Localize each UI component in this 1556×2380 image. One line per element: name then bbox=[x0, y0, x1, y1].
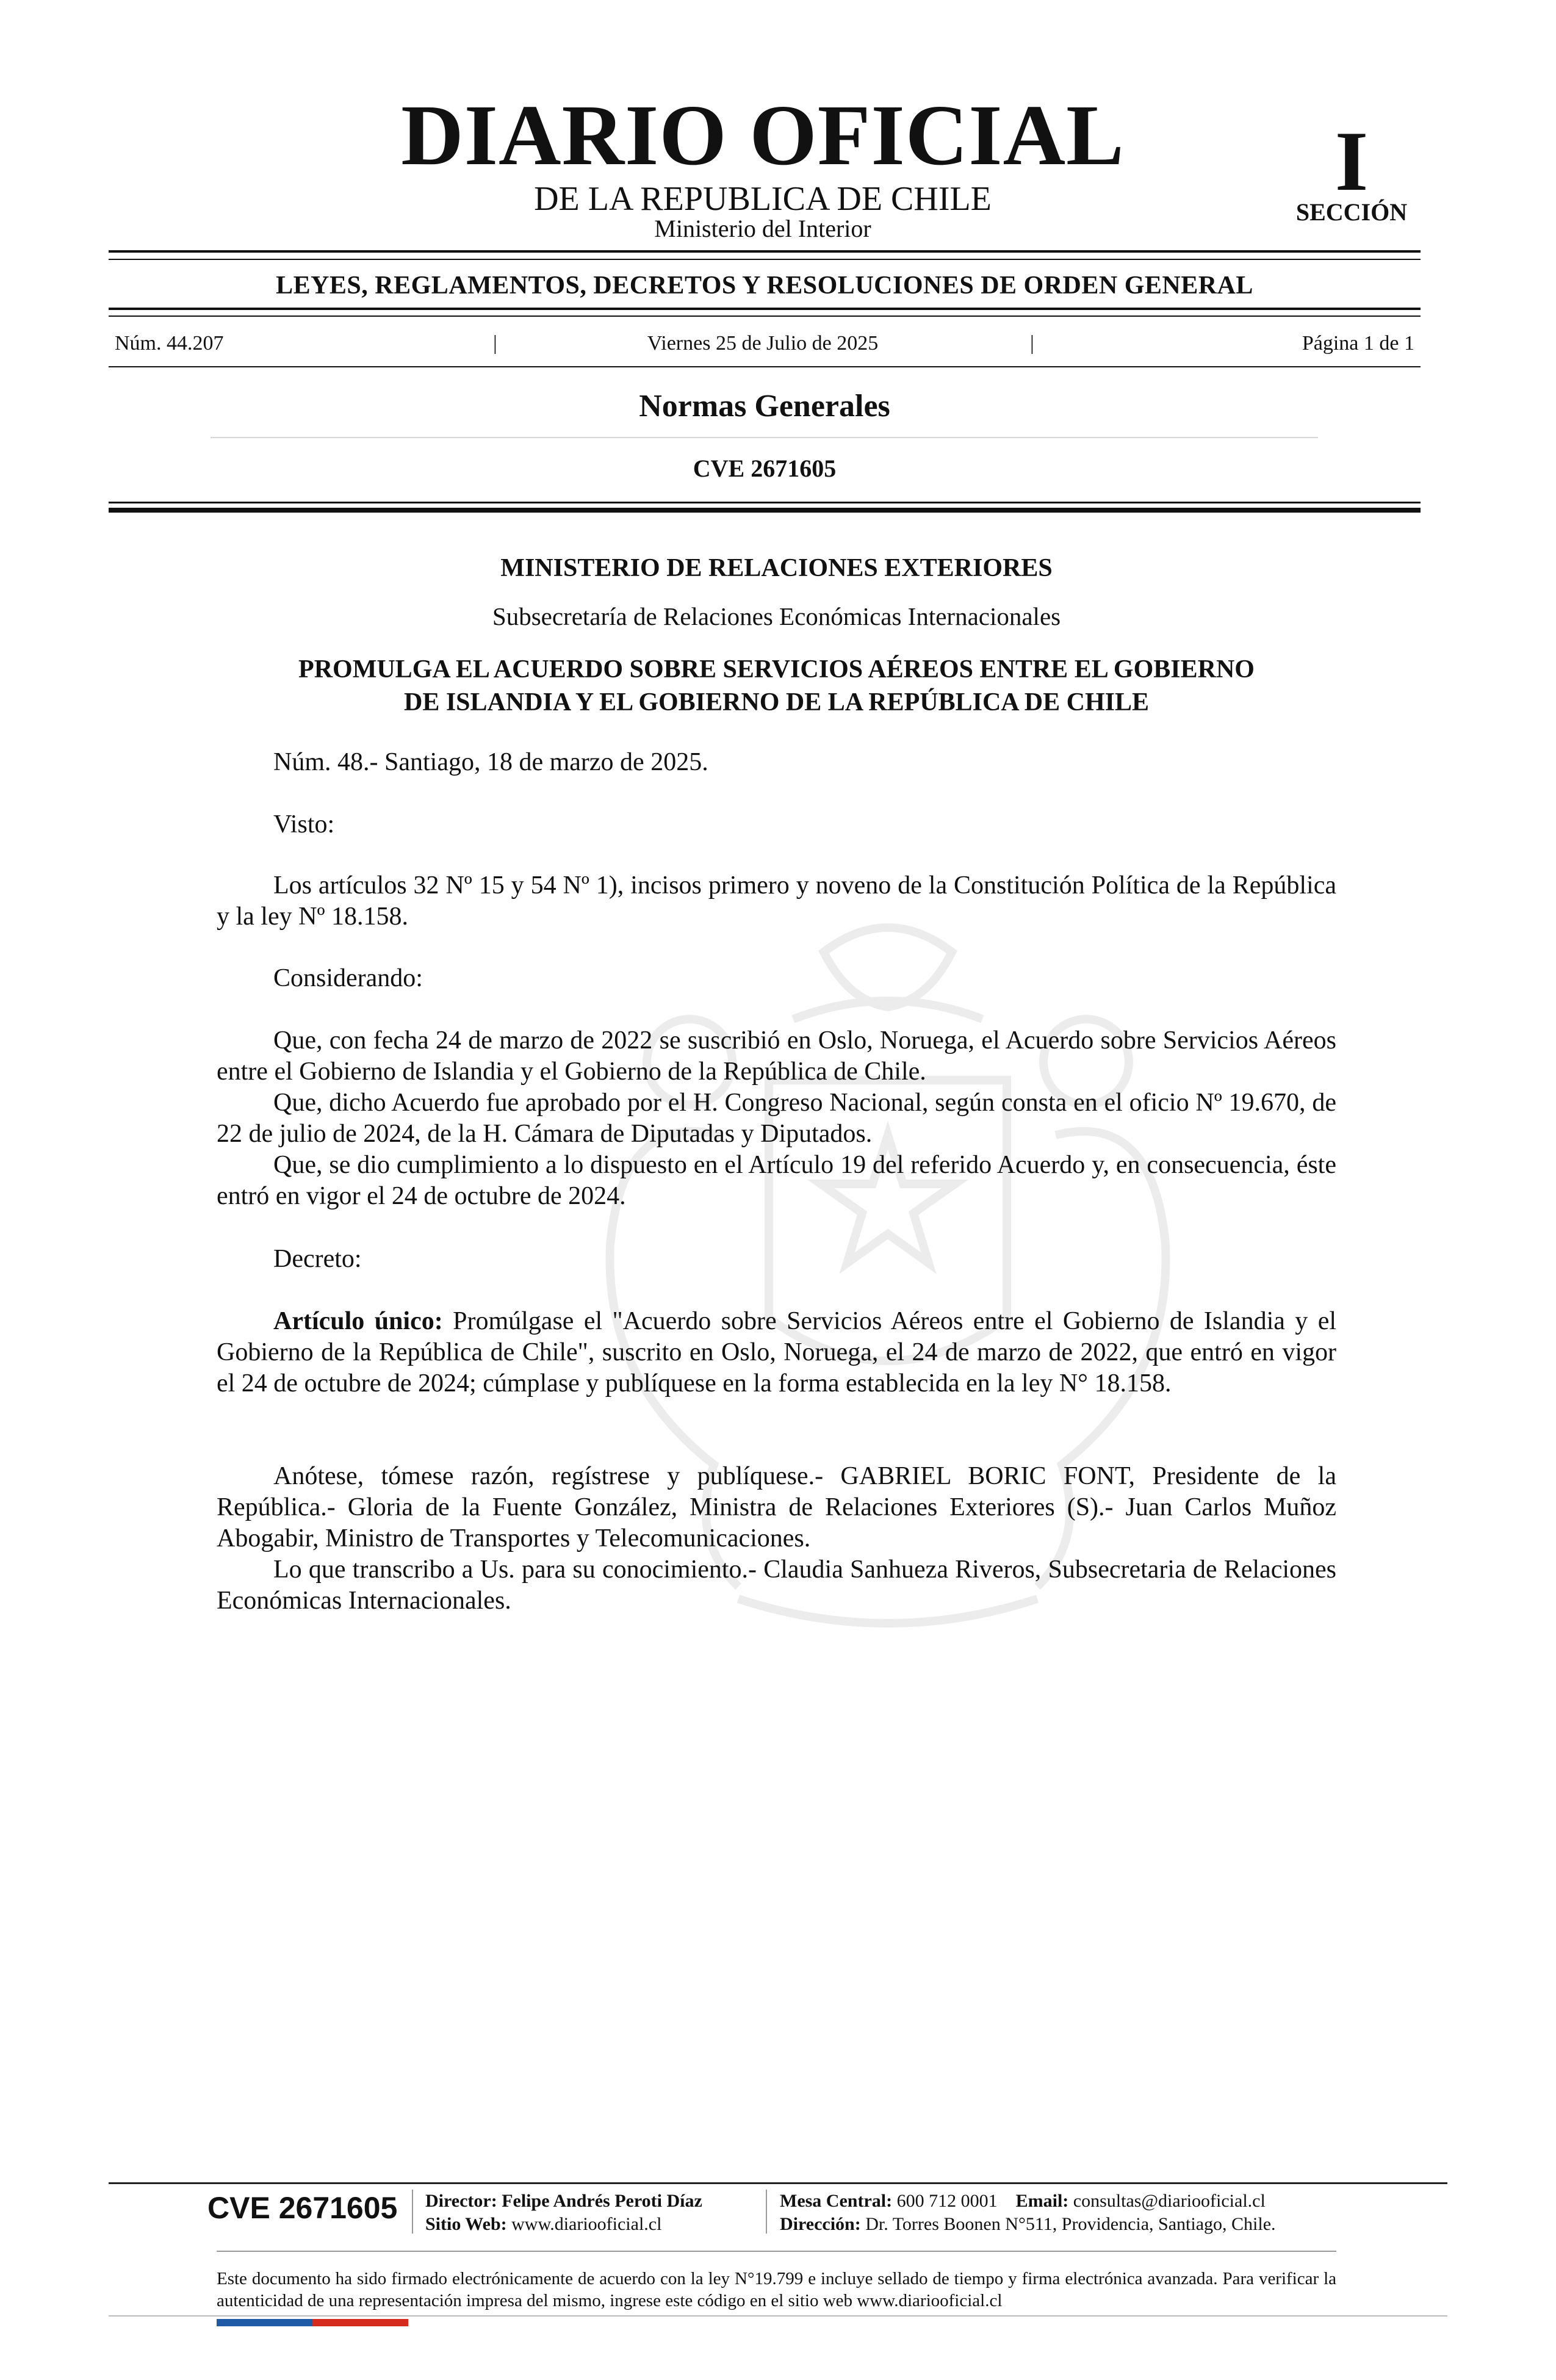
footer-website bbox=[425, 2213, 661, 2236]
issue-date: Viernes 25 de Julio de 2025 bbox=[647, 332, 879, 355]
website-link[interactable]: www.diariooficial.cl bbox=[511, 2214, 662, 2234]
mesa-label: Mesa Central: bbox=[780, 2191, 893, 2211]
considerando-paragraph: Que, se dio cumplimiento a lo dispuesto en el Artículo 19 del referido Acuerdo y, en consecuencia, éste entró en vigor el 24 de octubre de 2024. bbox=[217, 1151, 1336, 1210]
flag-stripe-blue bbox=[217, 2319, 312, 2326]
masthead-ministry: Ministerio del Interior bbox=[654, 215, 871, 242]
mesa-value: 600 712 0001 bbox=[896, 2191, 998, 2211]
considerando-paragraph: Que, dicho Acuerdo fue aprobado por el H. Congreso Nacional, según consta en el oficio Nº 19.670, de 22 de julio de 2024, de la H. Cámara de Diputadas y Diputados. bbox=[217, 1089, 1336, 1148]
band-rule-thin bbox=[109, 316, 1421, 317]
flag-stripe-red bbox=[312, 2319, 408, 2326]
footer-divider bbox=[412, 2190, 413, 2234]
director-value: Felipe Andrés Peroti Díaz bbox=[502, 2191, 702, 2211]
considerando-paragraph: Que, con fecha 24 de marzo de 2022 se suscribió en Oslo, Noruega, el Acuerdo sobre Servicios Aéreos entre el Gobierno de Islandia y el Gobierno de la República de Chile. bbox=[217, 1026, 1336, 1086]
articulo-label: Artículo único: bbox=[273, 1307, 443, 1335]
header-rule bbox=[109, 250, 1421, 253]
page-indicator: Página 1 de 1 bbox=[1302, 332, 1414, 355]
document-title bbox=[217, 653, 1336, 719]
signatures-paragraph: Anótese, tómese razón, regístrese y publíquese.- GABRIEL BORIC FONT, Presidente de la República.- Gloria de la Fuente González, Ministra de Relaciones Exteriores (S).- Juan Carlos Muñoz Abogabir, Ministro de Transportes y Telecomunicaciones. bbox=[217, 1462, 1336, 1552]
band-rule bbox=[109, 308, 1421, 310]
articulo-text: Promúlgase el "Acuerdo sobre Servicios Aéreos entre el Gobierno de Islandia y el Gobierno de la República de Chile", suscrito en Oslo, Noruega, el 24 de marzo de 2022, que entró en vigor el 24 de octubre de 2024; cúmplase y publíquese en la forma establecida en la ley N° 18.158. bbox=[217, 1307, 1337, 1397]
masthead-title: DIARIO OFICIAL bbox=[401, 87, 1125, 183]
considerando-label: Considerando: bbox=[273, 964, 423, 992]
footer-director bbox=[425, 2190, 702, 2213]
section-label: SECCIÓN bbox=[1295, 198, 1408, 226]
visto-text: Los artículos 32 Nº 15 y 54 Nº 1), incisos primero y noveno de la Constitución Política de la República y la ley Nº 18.158. bbox=[217, 871, 1336, 931]
decreto-label: Decreto: bbox=[273, 1245, 362, 1273]
document-ministry: MINISTERIO DE RELACIONES EXTERIORES bbox=[500, 554, 1053, 582]
section-number: I bbox=[1334, 114, 1369, 209]
footer-divider bbox=[766, 2190, 767, 2234]
masthead-subtitle: DE LA REPUBLICA DE CHILE bbox=[534, 180, 992, 218]
footer-cve-code: CVE 2671605 bbox=[207, 2191, 398, 2225]
content-rule-thick bbox=[109, 508, 1421, 513]
issue-separator: | bbox=[1030, 332, 1034, 355]
footer-address bbox=[780, 2213, 1276, 2236]
footer-rule bbox=[109, 2182, 1447, 2184]
section-heading: Normas Generales bbox=[639, 389, 890, 424]
footer-contact bbox=[780, 2190, 1266, 2213]
director-label: Director: bbox=[425, 2191, 497, 2211]
transcription-paragraph: Lo que transcribo a Us. para su conocimiento.- Claudia Sanhueza Riveros, Subsecretaria de Relaciones Económicas Internacionales. bbox=[217, 1556, 1336, 1615]
website-label: Sitio Web: bbox=[425, 2214, 507, 2234]
email-link[interactable]: consultas@diariooficial.cl bbox=[1073, 2191, 1266, 2211]
articulo-unico bbox=[217, 1306, 1336, 1399]
email-label: Email: bbox=[1015, 2191, 1069, 2211]
header-rule-thin bbox=[109, 259, 1421, 260]
document-title-line: DE ISLANDIA Y EL GOBIERNO DE LA REPÚBLICA DE CHILE bbox=[403, 688, 1149, 716]
footer-bottom-rule bbox=[109, 2315, 1447, 2317]
decree-number-date: Núm. 48.- Santiago, 18 de marzo de 2025. bbox=[273, 748, 708, 776]
footer-legal-notice: Este documento ha sido firmado electrónicamente de acuerdo con la ley N°19.799 e incluye sellado de tiempo y firma electrónica avanzada. Para verificar la autenticidad de una representación impresa del mismo, ingrese este código en el sitio web www.diariooficial.cl bbox=[217, 2269, 1336, 2310]
address-value: Dr. Torres Boonen N°511, Providencia, Santiago, Chile. bbox=[865, 2214, 1276, 2234]
issue-number: Núm. 44.207 bbox=[115, 332, 224, 355]
content-rule bbox=[109, 502, 1421, 503]
section-divider bbox=[211, 437, 1318, 438]
cve-code: CVE 2671605 bbox=[693, 455, 837, 482]
document-title-line: PROMULGA EL ACUERDO SOBRE SERVICIOS AÉREOS ENTRE EL GOBIERNO bbox=[298, 655, 1255, 683]
publication-band: LEYES, REGLAMENTOS, DECRETOS Y RESOLUCIONES DE ORDEN GENERAL bbox=[276, 272, 1253, 300]
visto-label: Visto: bbox=[273, 810, 335, 838]
issue-separator: | bbox=[493, 332, 497, 355]
footer-inner-rule bbox=[217, 2251, 1336, 2252]
issue-rule bbox=[109, 366, 1421, 367]
address-label: Dirección: bbox=[780, 2214, 861, 2234]
document-subsecretaria: Subsecretaría de Relaciones Económicas Internacionales bbox=[492, 602, 1061, 630]
